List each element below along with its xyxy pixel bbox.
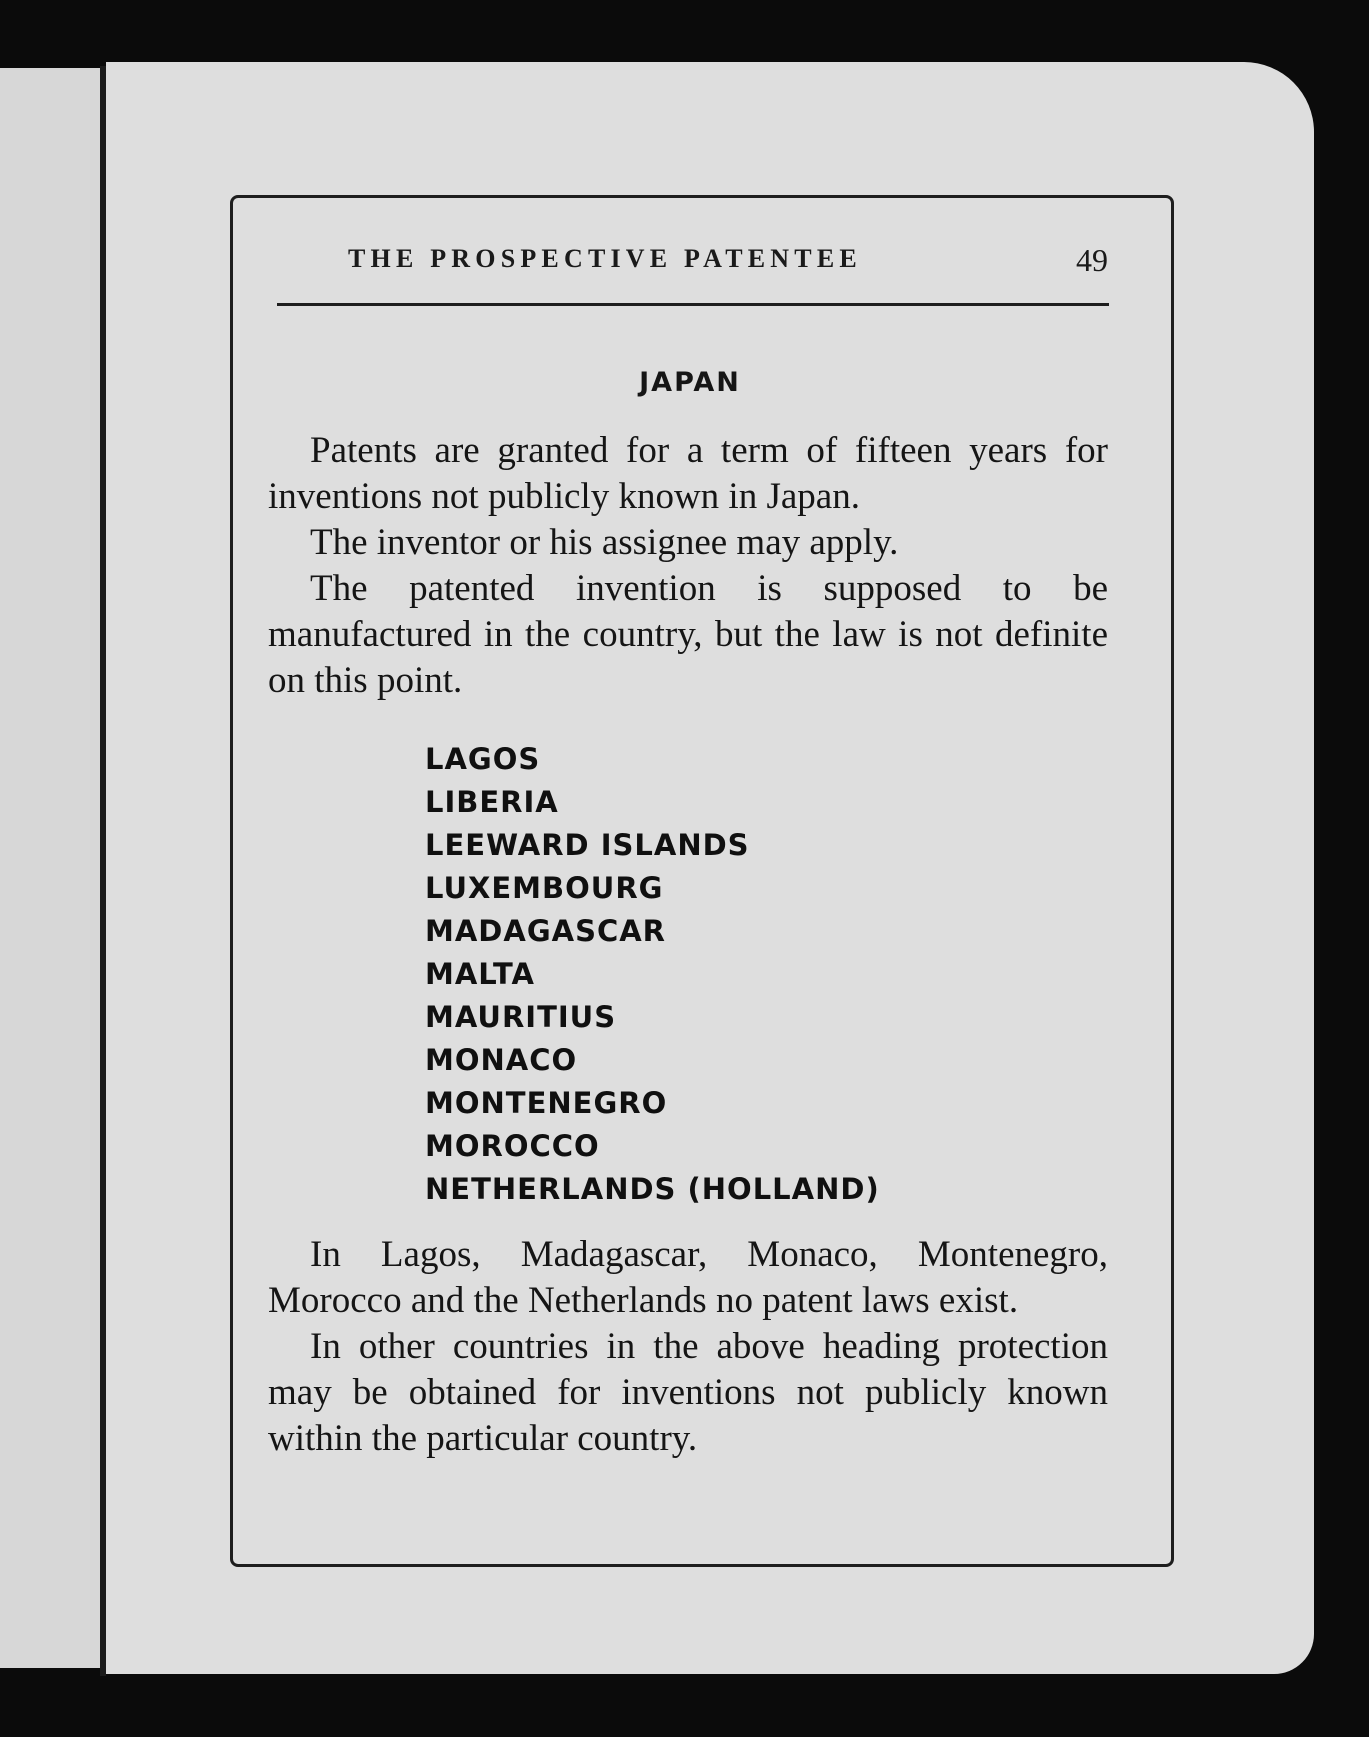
japan-paragraph: The patented invention is supposed to be manufactured in the country, but the law is not definite on this point.: [268, 568, 1108, 701]
country-heading: NETHERLANDS (HOLLAND): [425, 1172, 880, 1206]
note-paragraph: In Lagos, Madagascar, Monaco, Montenegro, Morocco and the Netherlands no patent laws exist.: [268, 1234, 1108, 1321]
country-heading: MONTENEGRO: [425, 1086, 668, 1120]
country-heading: LEEWARD ISLANDS: [425, 828, 750, 862]
notes-text-block: [268, 1232, 1108, 1462]
country-heading: LAGOS: [425, 742, 541, 776]
left-page-edge: [0, 68, 110, 1668]
japan-text-block: [268, 428, 1108, 704]
note-paragraph: In other countries in the above heading protection may be obtained for inventions not publicly known within the particular country.: [268, 1326, 1108, 1459]
country-heading: MOROCCO: [425, 1129, 600, 1163]
running-head: [348, 242, 1120, 282]
country-heading: LIBERIA: [425, 785, 559, 819]
header-rule: [277, 303, 1109, 306]
country-heading: MAURITIUS: [425, 1000, 617, 1034]
running-title: THE PROSPECTIVE PATENTEE: [348, 244, 862, 273]
country-heading: MONACO: [425, 1043, 578, 1077]
country-heading-list: [425, 738, 880, 1211]
page-number: 49: [1076, 242, 1108, 278]
country-heading: LUXEMBOURG: [425, 871, 664, 905]
japan-paragraph: The inventor or his assignee may apply.: [310, 522, 899, 563]
country-heading: MALTA: [425, 957, 535, 991]
section-heading-japan: JAPAN: [639, 367, 741, 398]
country-heading: MADAGASCAR: [425, 914, 667, 948]
japan-paragraph: Patents are granted for a term of fifteen years for inventions not publicly known in Japan.: [268, 430, 1108, 517]
